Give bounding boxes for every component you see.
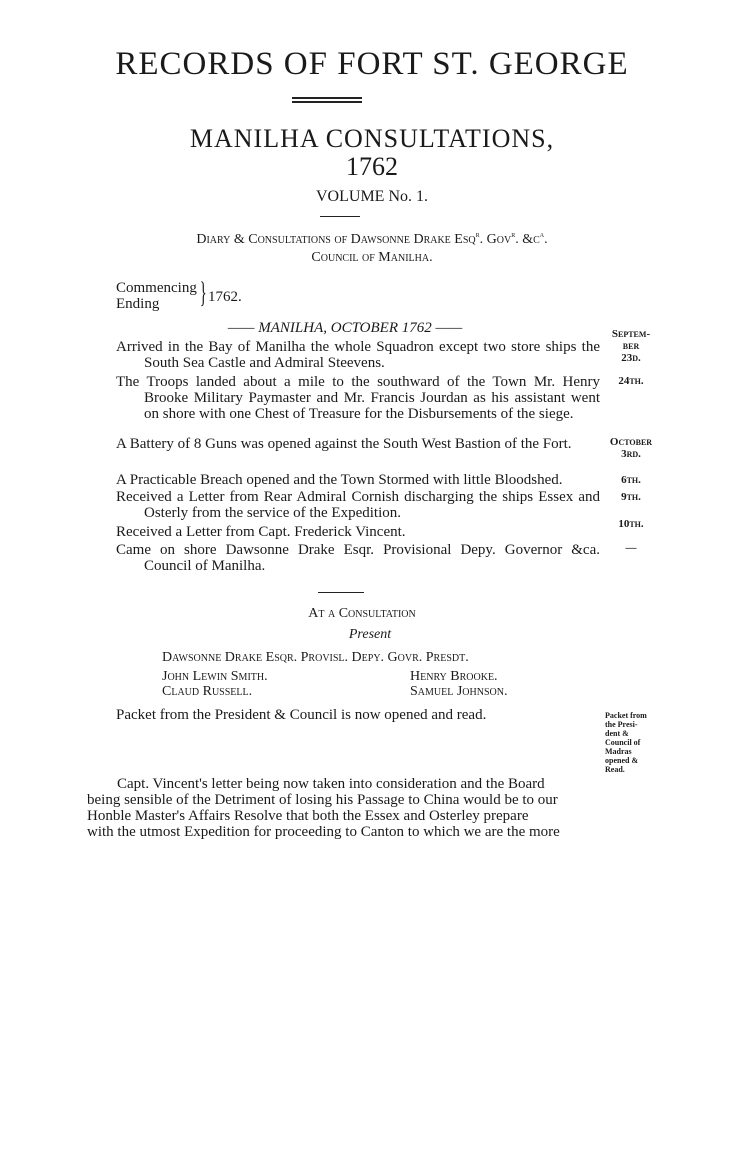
entry-date-7: — [625,542,637,554]
consultation-president: Dawsonne Drake Esqr. Provisl. Depy. Govr. Presdt. [162,650,469,665]
closing-line-1: Capt. Vincent's letter being now taken into consideration and the Board [117,776,545,792]
main-title-year: 1762 [346,152,398,181]
diary-subtitle: Diary & Consultations of Dawsonne Drake Esq$^r$. Gov$^r$. $\&c^a$. [196,230,548,247]
margin-note: Packet from the Presi- dent & Council of Madras opened & Read. [605,711,647,774]
consultation-heading: At a Consultation [308,606,416,621]
commencing-label: Commencing [116,280,197,296]
diary-entry-6: Received a Letter from Capt. Frederick Vincent. [116,524,406,540]
ending-label: Ending [116,296,160,312]
entry-date-3: October 3rd. [609,436,653,460]
main-title: MANILHA CONSULTATIONS, [189,124,555,153]
entry-date-6: 10th. [618,518,644,530]
volume-label: VOLUME No. 1. [316,188,428,205]
closing-line-3: Honble Master's Affairs Resolve that both the Essex and Osterley prepare [87,808,529,824]
series-title: RECORDS OF FORT ST. GEORGE [115,46,629,82]
entry-date-4: 6th. [621,474,641,486]
member-right-1: Henry Brooke. [410,669,498,684]
diary-entry-1: Arrived in the Bay of Manilha the whole Squadron except two store ships the South Sea Castle and Admiral Steevens. [116,339,600,371]
title-rule-1 [292,97,362,99]
closing-paragraph [87,776,599,840]
entry-date-1: Septem- ber 23d. [611,328,651,364]
diary-entry-7: Came on shore Dawsonne Drake Esqr. Provisional Depy. Governor &ca. Council of Manilha. [116,542,600,574]
title-rule-2 [292,101,362,103]
diary-entry-4: A Practicable Breach opened and the Town Stormed with little Bloodshed. [116,472,563,488]
diary-subtitle-line2: Council of Manilha. [311,250,433,265]
closing-line-2: being sensible of the Detriment of losing his Passage to China would be to our [87,792,558,808]
member-right-2: Samuel Johnson. [410,684,508,699]
consultation-rule [318,592,364,593]
entry-date-5: 9th. [621,491,641,503]
section-heading: —— MANILHA, OCTOBER 1762 —— [227,320,463,336]
diary-entry-3: A Battery of 8 Guns was opened against the South West Bastion of the Fort. [116,436,572,452]
entry-date-2: 24th. [618,375,644,387]
volume-rule [320,216,360,217]
member-left-1: John Lewin Smith. [162,669,268,684]
closing-line-4: with the utmost Expedition for proceeding to Canton to which we are the more [87,824,560,840]
brace-icon: } [199,276,207,309]
packet-text: Packet from the President & Council is now opened and read. [116,707,487,723]
diary-entry-5: Received a Letter from Rear Admiral Cornish discharging the ships Essex and Osterly from the service of the Expedition. [116,489,600,521]
diary-entry-2: The Troops landed about a mile to the southward of the Town Mr. Henry Brooke Military Paymaster and Mr. Francis Jourdan as his assistant went on shore with one Chest of Treasure for the Disbursements of the siege. [116,374,600,422]
dates-year: 1762. [208,289,242,305]
member-left-2: Claud Russell. [162,684,253,699]
present-label: Present [348,627,392,642]
